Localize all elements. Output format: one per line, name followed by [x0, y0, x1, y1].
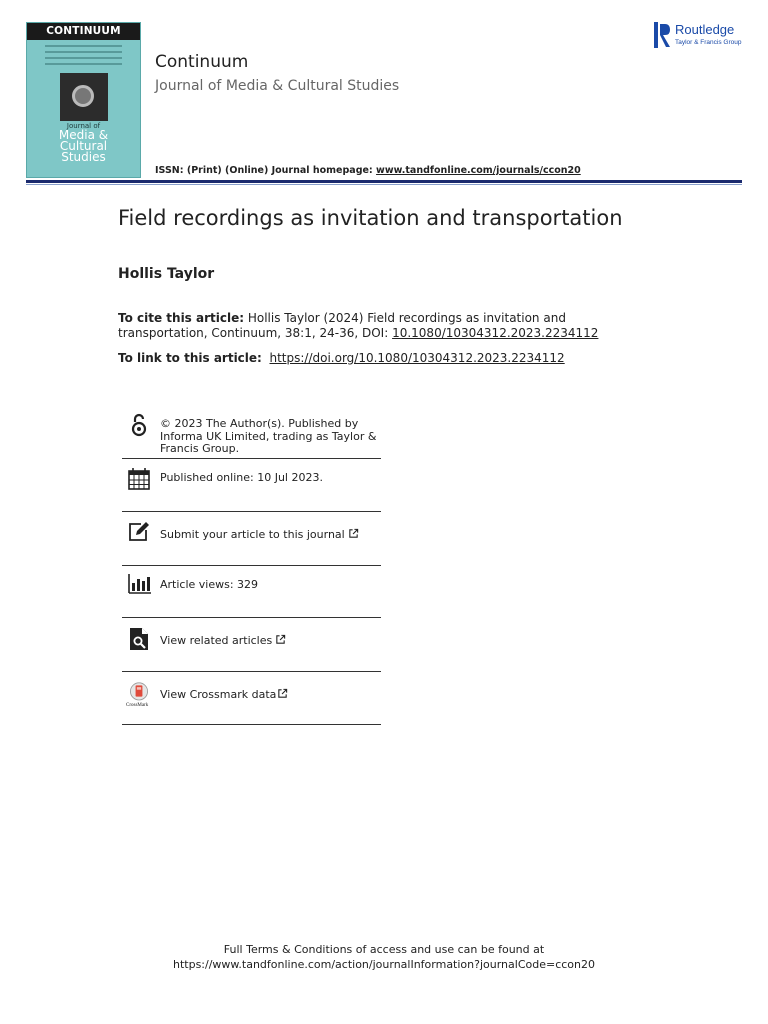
cover-subtitle: Journal of Media & Cultural Studies [58, 122, 109, 164]
bar-chart-icon [127, 572, 151, 596]
edit-icon [127, 520, 151, 544]
article-info-list [122, 408, 381, 725]
doi-link[interactable]: https://doi.org/10.1080/10304312.2023.2234112 [269, 351, 565, 365]
terms-url[interactable]: https://www.tandfonline.com/action/journalInformation?journalCode=ccon20 [173, 958, 595, 971]
journal-homepage-link[interactable]: www.tandfonline.com/journals/ccon20 [376, 165, 581, 176]
cite-doi-link[interactable]: 10.1080/10304312.2023.2234112 [392, 326, 599, 340]
crossmark-icon-label: CrossMark [126, 703, 149, 708]
cover-decoration [45, 45, 122, 69]
cite-text: Hollis Taylor (2024) Field recordings as invitation and transportation, Continuum, 38:1, 24-36, DOI: [118, 311, 566, 340]
publisher-name: Routledge [675, 22, 735, 37]
external-link-icon [348, 528, 359, 539]
link-label: To link to this article: [118, 351, 262, 365]
copyright-text: © 2023 The Author(s). Published by Informa UK Limited, trading as Taylor & Francis Group. [160, 417, 377, 455]
external-link-icon [275, 634, 286, 645]
calendar-icon [127, 467, 151, 491]
cover-title: CONTINUUM [46, 25, 121, 37]
routledge-r-icon [654, 22, 672, 48]
routledge-logo[interactable] [654, 22, 746, 50]
terms-text: Full Terms & Conditions of access and use can be found at [223, 943, 545, 956]
journal-subtitle: Journal of Media & Cultural Studies [155, 78, 400, 94]
submit-article-link[interactable]: Submit your article to this journal [160, 528, 359, 542]
crossmark-link[interactable]: View Crossmark data [160, 688, 288, 702]
journal-cover-image [26, 22, 141, 178]
submit-article-row[interactable] [122, 512, 381, 566]
cite-label: To cite this article: [118, 311, 245, 325]
header-rule [26, 180, 742, 183]
article-views-row [122, 566, 381, 618]
search-document-icon [127, 627, 151, 651]
article-link [118, 351, 565, 365]
related-articles-row[interactable] [122, 618, 381, 672]
related-articles-link[interactable]: View related articles [160, 634, 286, 648]
cover-photo [60, 73, 108, 121]
article-author: Hollis Taylor [118, 266, 215, 282]
published-online-text: Published online: 10 Jul 2023. [160, 471, 323, 484]
citation [118, 311, 638, 341]
crossmark-row[interactable] [122, 672, 381, 725]
open-access-icon [127, 413, 151, 437]
external-link-icon [277, 688, 288, 699]
header-rule-thin [26, 184, 742, 185]
issn-label: ISSN: (Print) (Online) Journal homepage: [155, 165, 377, 176]
issn-line [155, 165, 581, 176]
publisher-tagline: Taylor & Francis Group [675, 39, 742, 46]
journal-name: Continuum [155, 52, 249, 72]
article-views-text: Article views: 329 [160, 578, 259, 591]
terms-footer [0, 942, 768, 972]
published-row [122, 459, 381, 512]
open-access-row [122, 408, 381, 459]
article-title: Field recordings as invitation and transportation [118, 206, 623, 230]
